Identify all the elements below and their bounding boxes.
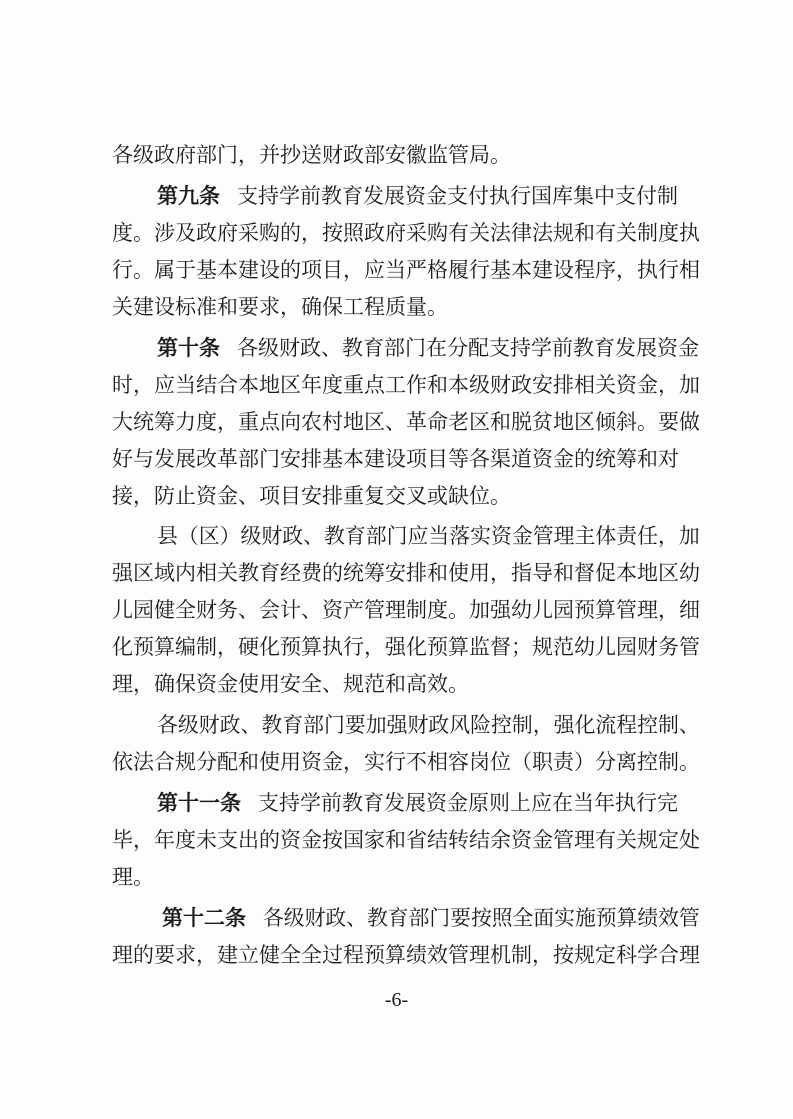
- line-text: 支持学前教育发展资金支付执行国库集中支付制: [237, 184, 678, 208]
- line-text: 各级财政、教育部门要加强财政风险控制，强化流程控制、: [157, 713, 700, 737]
- article-9-line: [0, 181, 793, 211]
- line-text: 大统筹力度，重点向农村地区、革命老区和脱贫地区倾斜。要做: [112, 410, 700, 434]
- page-number: -6-: [384, 989, 409, 1011]
- line-text: 各级财政、教育部门在分配支持学前教育发展资金: [237, 336, 699, 360]
- article-heading: 第九条: [157, 184, 220, 208]
- line-text: 行。属于基本建设的项目，应当严格履行基本建设程序，执行相: [112, 258, 700, 282]
- line-text: 毕，年度未支出的资金按国家和省结转结余资金管理有关规定处: [112, 828, 700, 852]
- line-text: 各级政府部门，并抄送财政部安徽监管局。: [112, 143, 511, 167]
- text-line: [0, 370, 793, 400]
- article-heading: 第十条: [157, 336, 220, 360]
- line-text: 时，应当结合本地区年度重点工作和本级财政安排相关资金，加: [112, 373, 700, 397]
- line-text: 依法合规分配和使用资金，实行不相容岗位（职责）分离控制。: [112, 750, 700, 774]
- line-text: 各级财政、教育部门要按照全面实施预算绩效管: [263, 906, 700, 930]
- line-text: 支持学前教育发展资金原则上应在当年执行完: [258, 791, 678, 815]
- article-12-line: [0, 903, 793, 933]
- text-line: [0, 444, 793, 474]
- line-text: 县（区）级财政、教育部门应当落实资金管理主体责任，加: [157, 524, 700, 548]
- article-heading: 第十一条: [157, 791, 241, 815]
- line-text: 理，确保资金使用安全、规范和高效。: [112, 672, 469, 696]
- line-text: 理的要求，建立健全全过程预算绩效管理机制，按规定科学合理: [112, 943, 700, 967]
- line-text: 接，防止资金、项目安排重复交叉或缺位。: [112, 484, 511, 508]
- text-line: [0, 747, 793, 777]
- article-11-line: [0, 788, 793, 818]
- text-line: [0, 632, 793, 662]
- text-line: [0, 481, 793, 511]
- line-text: 化预算编制，硬化预算执行，强化预算监督；规范幼儿园财务管: [112, 635, 700, 659]
- line-text: 关建设标准和要求，确保工程质量。: [112, 295, 448, 319]
- article-heading: 第十二条: [162, 906, 246, 930]
- text-line: [0, 521, 793, 551]
- line-text: 理。: [112, 865, 154, 889]
- text-line: [0, 558, 793, 588]
- line-text: 好与发展改革部门安排基本建设项目等各渠道资金的统筹和对: [112, 447, 679, 471]
- text-line: [0, 292, 793, 322]
- article-10-line: [0, 333, 793, 363]
- text-line: [0, 825, 793, 855]
- line-text: 儿园健全财务、会计、资产管理制度。加强幼儿园预算管理，细: [112, 598, 700, 622]
- text-line: [0, 669, 793, 699]
- line-text: 强区域内相关教育经费的统筹安排和使用，指导和督促本地区幼: [112, 561, 700, 585]
- text-line: [0, 710, 793, 740]
- text-line: [0, 140, 793, 170]
- text-line: [0, 218, 793, 248]
- text-line: [0, 255, 793, 285]
- text-line: [0, 595, 793, 625]
- line-text: 度。涉及政府采购的，按照政府采购有关法律法规和有关制度执: [112, 221, 700, 245]
- text-line: [0, 862, 793, 892]
- text-line: [0, 940, 793, 970]
- text-line: [0, 407, 793, 437]
